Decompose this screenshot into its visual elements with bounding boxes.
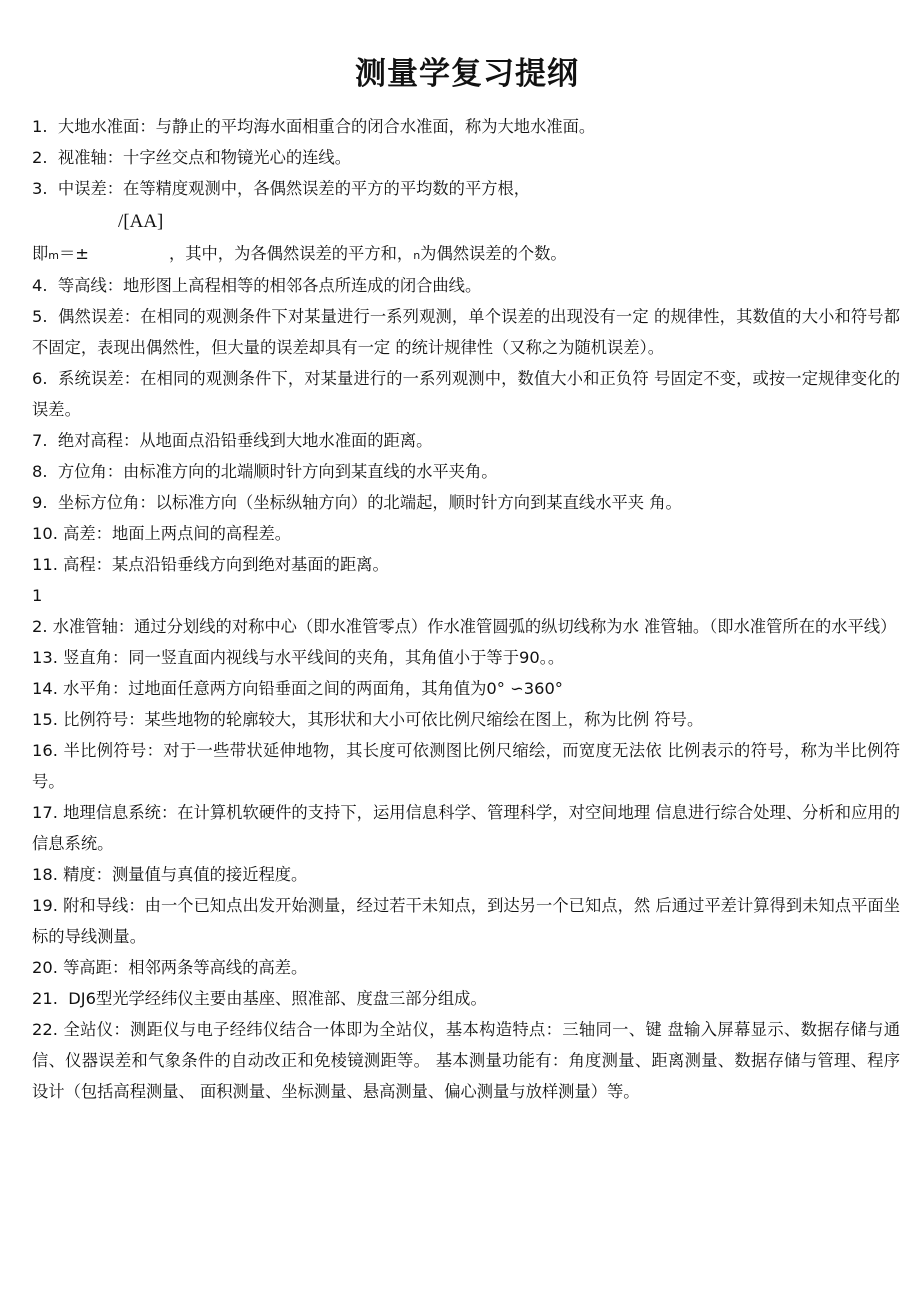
list-item: 3. 中误差：在等精度观测中，各偶然误差的平方的平均数的平方根， <box>32 179 531 198</box>
formula-n-symbol: n <box>413 249 421 262</box>
formula-block <box>32 208 900 270</box>
list-item: 16. 半比例符号：对于一些带状延伸地物，其长度可依测图比例尺缩绘，而宽度无法依 比例表示的符号，称为半比例符号。 <box>32 741 900 791</box>
list-item: 20. 等高距：相邻两条等高线的高差。 <box>32 958 308 977</box>
list-item: 8. 方位角：由标准方向的北端顺时针方向到某直线的水平夹角。 <box>32 462 498 481</box>
list-item: 1. 大地水准面：与静止的平均海水面相重合的闭合水准面，称为大地水准面。 <box>32 117 596 136</box>
formula-eq-pm: ＝± <box>59 244 89 263</box>
formula-desc2: 为偶然误差的个数。 <box>420 244 567 263</box>
list-item: 15. 比例符号：某些地物的轮廓较大，其形状和大小可依比例尺缩绘在图上，称为比例 符号。 <box>32 710 704 729</box>
list-item: 7. 绝对高程：从地面点沿铅垂线到大地水准面的距离。 <box>32 431 433 450</box>
list-item: 17. 地理信息系统：在计算机软硬件的支持下，运用信息科学、管理科学，对空间地理 信息进行综合处理、分析和应用的信息系统。 <box>32 803 900 853</box>
list-item: 10. 高差：地面上两点间的高程差。 <box>32 524 292 543</box>
list-item: 11. 高程：某点沿铅垂线方向到绝对基面的距离。 <box>32 555 389 574</box>
list-item: 12. 水准管轴：通过分划线的对称中心（即水准管零点）作水准管圆弧的纵切线称为水 准管轴。（即水准管所在的水平线） <box>32 586 897 636</box>
list-item: 6. 系统误差：在相同的观测条件下，对某量进行的一系列观测中，数值大小和正负符 号固定不变，或按一定规律变化的误差。 <box>32 369 900 419</box>
list-item: 14. 水平角：过地面任意两方向铅垂面之间的两面角，其角值为0° ∽360° <box>32 679 563 698</box>
item-list <box>32 111 900 1107</box>
formula-desc1: ，其中，为各偶然误差的平方和， <box>168 244 414 263</box>
list-item: 2. 视准轴：十字丝交点和物镜光心的连线。 <box>32 148 351 167</box>
page-title: 测量学复习提纲 <box>355 56 579 92</box>
list-item: 13. 竖直角：同一竖直面内视线与水平线间的夹角，其角值小于等于90。。 <box>32 648 565 667</box>
formula-line <box>32 238 567 271</box>
formula-sqrt: /[AA] <box>118 211 164 232</box>
list-item: 21. DJ6型光学经纬仪主要由基座、照准部、度盘三部分组成。 <box>32 989 487 1008</box>
list-item: 19. 附和导线：由一个已知点出发开始测量，经过若干未知点，到达另一个已知点，然 后通过平差计算得到未知点平面坐标的导线测量。 <box>32 896 900 946</box>
list-item: 4. 等高线：地形图上高程相等的相邻各点所连成的闭合曲线。 <box>32 276 482 295</box>
list-item: 18. 精度：测量值与真值的接近程度。 <box>32 865 308 884</box>
formula-prefix: 即 <box>32 244 49 263</box>
list-item: 5. 偶然误差：在相同的观测条件下对某量进行一系列观测，单个误差的出现没有一定 的规律性，其数值的大小和符号都不固定，表现出偶然性，但大量的误差却具有一定 的统计规律性（又称之为随机误差）。 <box>32 307 900 357</box>
list-item: 9. 坐标方位角：以标准方向（坐标纵轴方向）的北端起，顺时针方向到某直线水平夹 角。 <box>32 493 682 512</box>
formula-m-symbol: m <box>48 249 60 262</box>
list-item: 22. 全站仪：测距仪与电子经纬仪结合一体即为全站仪，基本构造特点：三轴同一、键 盘输入屏幕显示、数据存储与通信、仪器误差和气象条件的自动改正和免棱镜测距等。 基本测量功能有：角度测量、距离测量、数据存储与管理、程序设计（包括高程测量、 面积测量、坐标测量、悬高测量、偏心测量与放样测量）等。 <box>32 1020 900 1101</box>
